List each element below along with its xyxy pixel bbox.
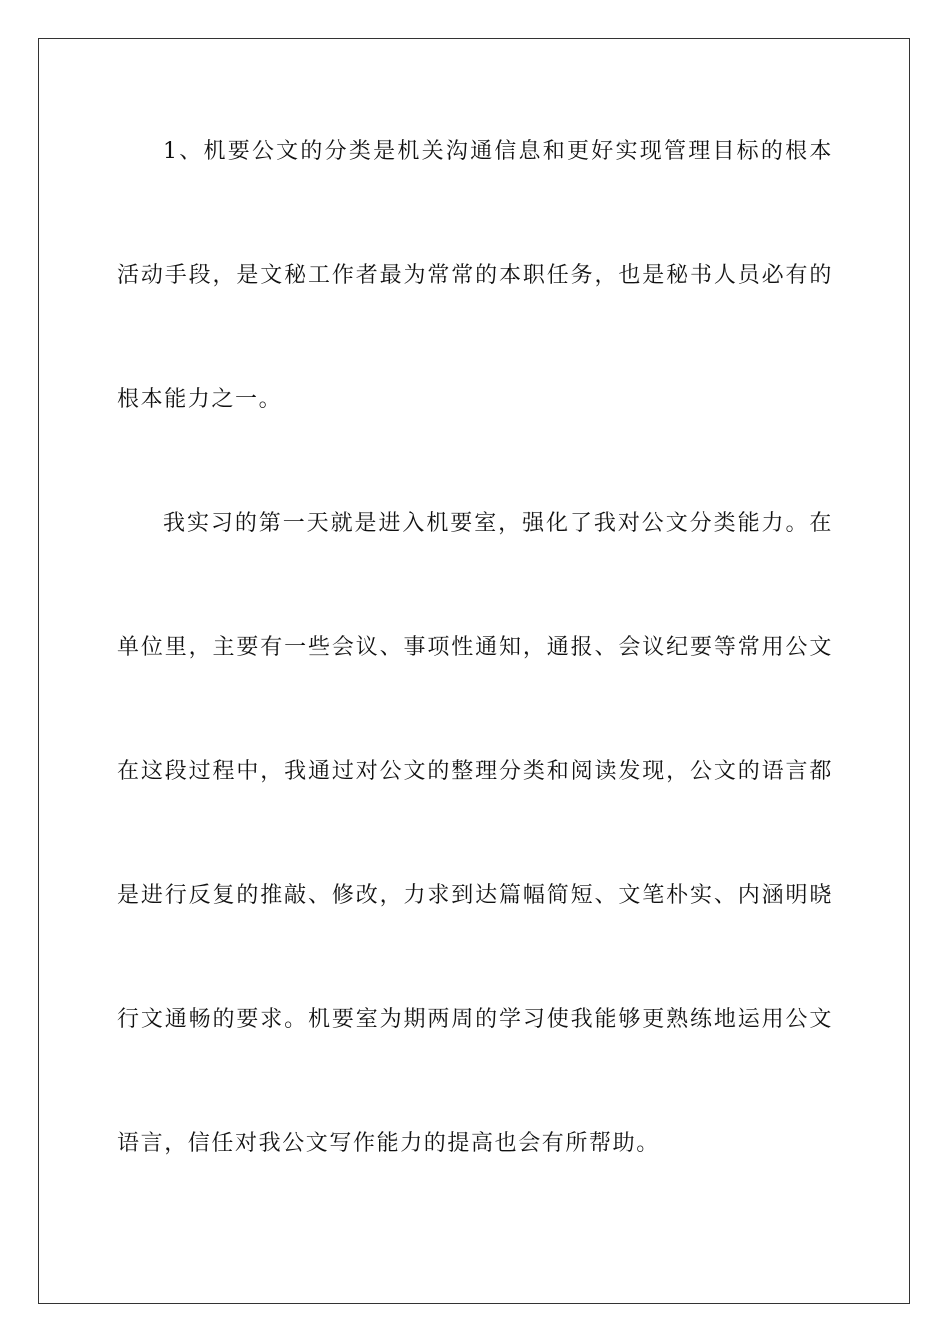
paragraph-2-line-6: 语言，信任对我公文写作能力的提高也会有所帮助。 [117,1131,660,1156]
paragraph-2-line-5: 行文通畅的要求。机要室为期两周的学习使我能够更熟练地运用公文 [117,1007,833,1032]
page-border [38,38,910,1304]
paragraph-2-line-3: 在这段过程中，我通过对公文的整理分类和阅读发现，公文的语言都 [117,759,833,784]
paragraph-1-line-2: 活动手段，是文秘工作者最为常常的本职任务，也是秘书人员必有的 [117,263,833,288]
paragraph-1-line-1: 1、机要公文的分类是机关沟通信息和更好实现管理目标的根本 [163,139,833,164]
paragraph-2-line-2: 单位里，主要有一些会议、事项性通知，通报、会议纪要等常用公文 [117,635,833,660]
paragraph-2-line-4: 是进行反复的推敲、修改，力求到达篇幅简短、文笔朴实、内涵明晓 [117,883,833,908]
paragraph-1-line-3: 根本能力之一。 [117,387,283,412]
paragraph-2-line-1: 我实习的第一天就是进入机要室，强化了我对公文分类能力。在 [163,511,833,536]
